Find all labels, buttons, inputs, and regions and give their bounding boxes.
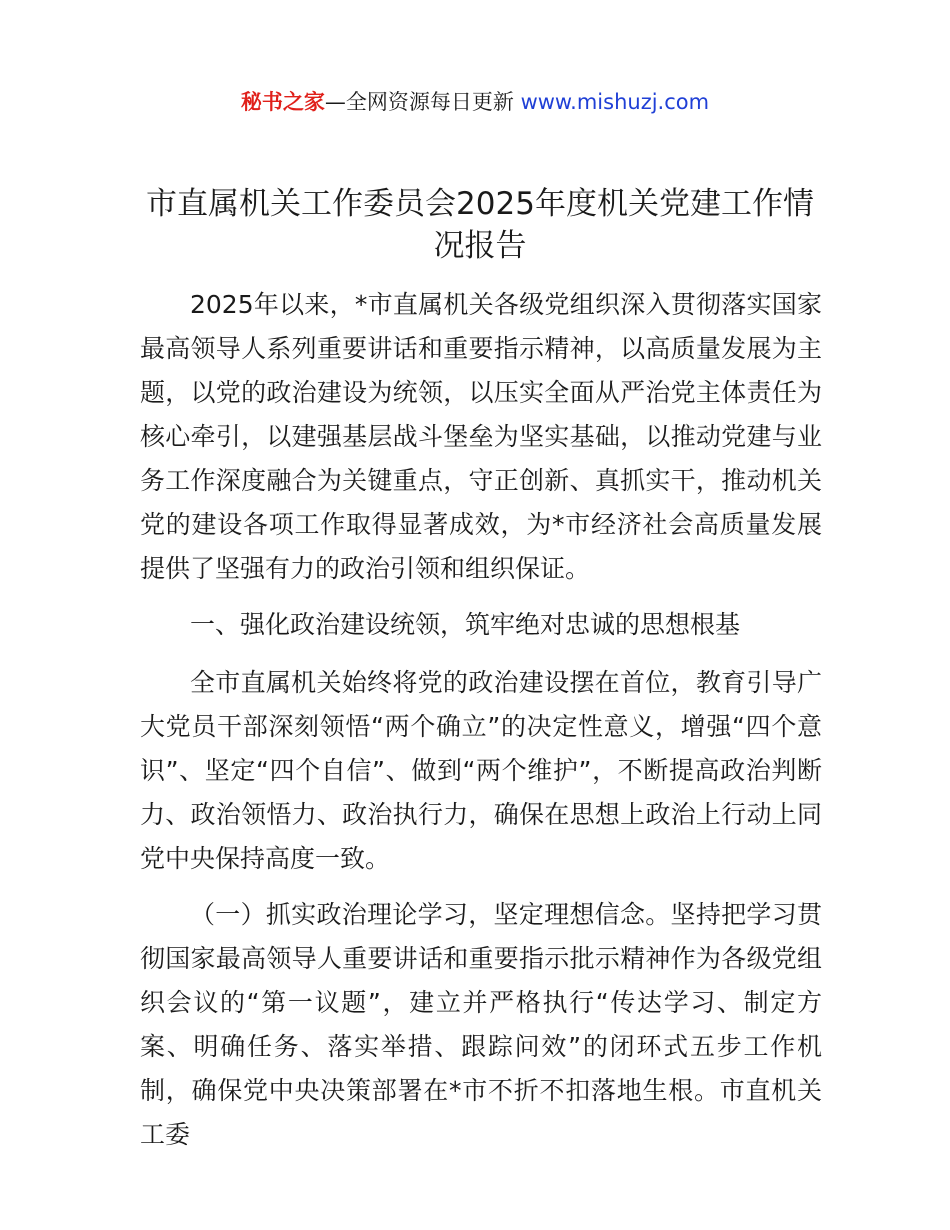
body-paragraph: （一）抓实政治理论学习，坚定理想信念。坚持把学习贯彻国家最高领导人重要讲话和重要指示批示精神作为各级党组织会议的“第一议题”，建立并严格执行“传达学习、制定方案、明确任务、落实举措、跟踪问效”的闭环式五步工作机制，确保党中央决策部署在*市不折不扣落地生根。市直机关工委 [140,900,822,1149]
site-header [0,86,950,118]
site-brand: 秘书之家 [240,90,325,114]
document-body [140,283,822,1169]
section-heading: 一、强化政治建设统领，筑牢绝对忠诚的思想根基 [190,610,741,639]
body-paragraph: 全市直属机关始终将党的政治建设摆在首位，教育引导广大党员干部深刻领悟“两个确立”的决定性意义，增强“四个意识”、坚定“四个自信”、做到“两个维护”，不断提高政治判断力、政治领悟力、政治执行力，确保在思想上政治上行动上同党中央保持高度一致。 [140,668,822,873]
site-url-link[interactable]: www.mishuzj.com [520,90,710,114]
document-title: 市直属机关工作委员会2025年度机关党建工作情况报告 [146,186,814,264]
intro-paragraph: 2025年以来，*市直属机关各级党组织深入贯彻落实国家最高领导人系列重要讲话和重要指示精神，以高质量发展为主题，以党的政治建设为统领，以压实全面从严治党主体责任为核心牵引，以建强基层战斗堡垒为坚实基础，以推动党建与业务工作深度融合为关键重点，守正创新、真抓实干，推动机关党的建设各项工作取得显著成效，为*市经济社会高质量发展提供了坚强有力的政治引领和组织保证。 [140,290,822,583]
site-tagline: —全网资源每日更新 [324,90,521,114]
